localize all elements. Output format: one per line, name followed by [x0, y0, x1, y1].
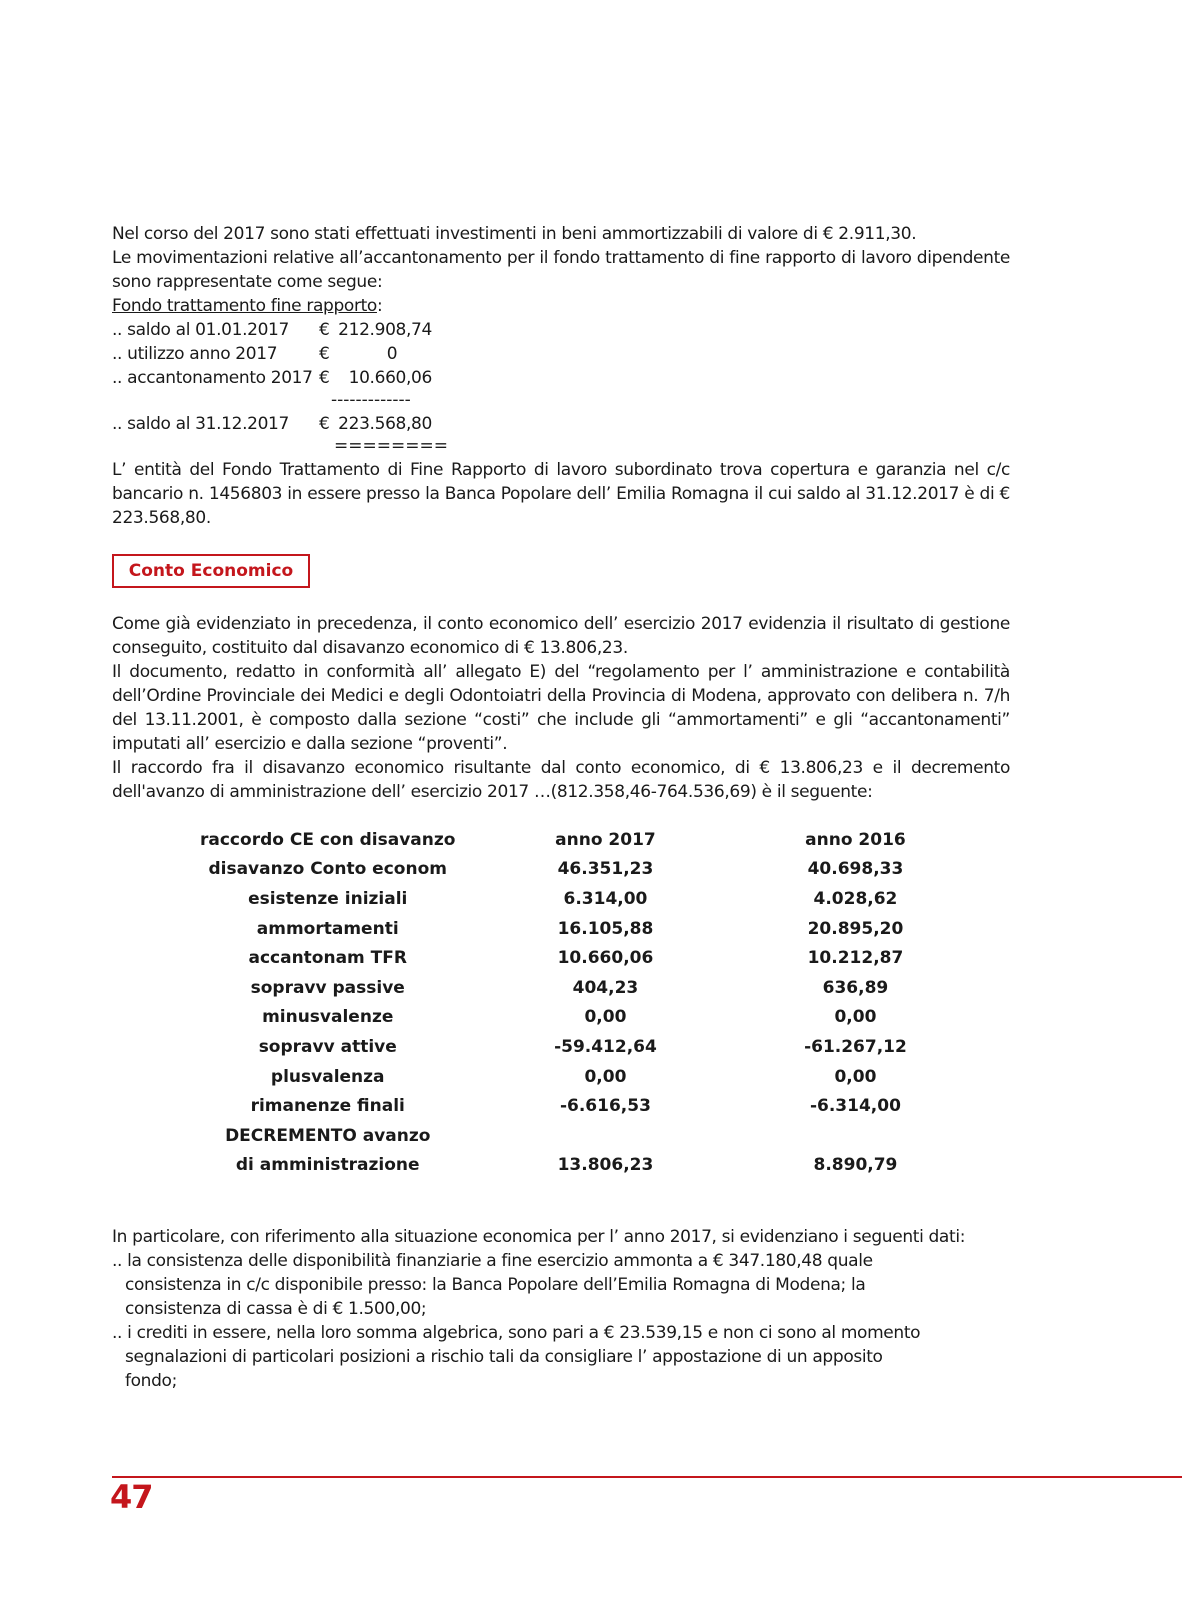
fund-total-label: .. saldo al 31.12.2017	[112, 414, 289, 434]
table-cell: -59.412,64	[554, 1036, 657, 1057]
table-cell: 8.890,79	[813, 1155, 898, 1176]
fund-double-separator	[112, 436, 1010, 458]
fund-total-currency: €	[319, 414, 330, 434]
table-cell: 404,23	[572, 977, 639, 998]
fund-double-separator-text: ========	[334, 436, 448, 456]
fund-row-label: .. utilizzo anno 2017	[112, 344, 278, 364]
section-title-box	[112, 554, 310, 588]
table-cell: -61.267,12	[804, 1036, 907, 1057]
table-cell: accantonam TFR	[248, 948, 407, 969]
table-cell: -6.314,00	[809, 1096, 901, 1117]
table-row	[200, 1151, 955, 1181]
fund-row-currency: €	[319, 320, 330, 340]
table-row	[200, 943, 955, 973]
table-row	[200, 914, 955, 944]
table-cell: 10.660,06	[557, 948, 654, 969]
table-cell: 40.698,33	[807, 859, 904, 880]
table-cell: 0,00	[584, 1066, 627, 1087]
table-cell: ammortamenti	[256, 918, 399, 939]
intro-investments: Nel corso del 2017 sono stati effettuati investimenti in beni ammortizzabili di valore di € 2.911,30.	[112, 224, 917, 244]
bottom-content	[112, 1225, 1010, 1393]
table-cell: 16.105,88	[557, 918, 654, 939]
reconciliation-table	[200, 825, 955, 1180]
table-row	[200, 1091, 955, 1121]
fund-row	[112, 318, 1010, 342]
fund-total-amount: 223.568,80	[338, 414, 432, 434]
intro-movements: Le movimentazioni relative all’accantonamento per il fondo trattamento di fine rapporto di lavoro dipendente sono rappresentate come segue:	[112, 248, 1010, 292]
table-cell: DECREMENTO avanzo	[225, 1125, 431, 1146]
table-row	[200, 1003, 955, 1033]
table-cell: sopravv attive	[258, 1036, 397, 1057]
bullet-item: .. i crediti in essere, nella loro somma algebrica, sono pari a € 23.539,15 e non ci sono al momento segnalazioni di particolari posizioni a rischio tali da consigliare l’ appostazione di un apposito fondo;	[112, 1323, 921, 1391]
table-cell: 10.212,87	[807, 948, 904, 969]
table-header-row	[200, 825, 955, 855]
table-cell: 4.028,62	[813, 888, 898, 909]
table-row	[200, 855, 955, 885]
table-cell: minusvalenze	[262, 1007, 394, 1028]
table-cell: 13.806,23	[557, 1155, 654, 1176]
fund-coverage-text: L’ entità del Fondo Trattamento di Fine Rapporto di lavoro subordinato trova copertura e garanzia nel c/c bancario n. 1456803 in essere presso la Banca Popolare dell’ Emilia Romagna il cui saldo al 31.12.2017 è di € 223.568,80.	[112, 460, 1010, 528]
bottom-intro: In particolare, con riferimento alla situazione economica per l’ anno 2017, si evidenziano i seguenti dati:	[112, 1227, 966, 1247]
table-cell: sopravv passive	[250, 977, 405, 998]
table-cell: 6.314,00	[563, 888, 648, 909]
fund-total-row	[112, 412, 1010, 436]
fund-separator-text: -------------	[331, 390, 411, 410]
economic-para-1: Come già evidenziato in precedenza, il conto economico dell’ esercizio 2017 evidenzia il risultato di gestione conseguito, costituito dal disavanzo economico di € 13.806,23.	[112, 614, 1010, 658]
table-row	[200, 1121, 955, 1151]
main-content	[112, 222, 1010, 804]
bullet-item: .. la consistenza delle disponibilità finanziarie a fine esercizio ammonta a € 347.180,48 quale consistenza in c/c disponibile presso: la Banca Popolare dell’Emilia Romagna di Modena; la consistenza di cassa è di € 1.500,00;	[112, 1251, 873, 1319]
table-header-cell: raccordo CE con disavanzo	[200, 829, 456, 850]
fund-row-amount: 0	[386, 344, 398, 364]
table-cell: 636,89	[822, 977, 889, 998]
fund-row-label: .. accantonamento 2017	[112, 368, 313, 388]
page-number: 47	[110, 1478, 153, 1516]
table-cell: 0,00	[834, 1007, 877, 1028]
table-cell: 46.351,23	[557, 859, 654, 880]
fund-row-currency: €	[319, 344, 330, 364]
table-row	[200, 1062, 955, 1092]
table-row	[200, 884, 955, 914]
table-cell	[755, 1121, 955, 1151]
table-cell: esistenze iniziali	[248, 888, 408, 909]
table-cell: -6.616,53	[559, 1096, 651, 1117]
table-cell: 0,00	[584, 1007, 627, 1028]
table-row	[200, 1032, 955, 1062]
fund-separator	[112, 390, 1010, 412]
fund-row-amount: 10.660,06	[348, 368, 432, 388]
table-cell: rimanenze finali	[250, 1096, 405, 1117]
fund-row-amount: 212.908,74	[338, 320, 432, 340]
table-cell	[455, 1121, 755, 1151]
fund-row	[112, 366, 1010, 390]
table-cell: plusvalenza	[270, 1066, 385, 1087]
economic-para-2: Il documento, redatto in conformità all’ allegato E) del “regolamento per l’ amministrazione e contabilità dell’Ordine Provinciale dei Medici e degli Odontoiatri della Provincia di Modena, approvato con delibera n. 7/h del 13.11.2001, è composto dalla sezione “costi” che include gli “ammortamenti” e gli “accantonamenti” imputati all’ esercizio e dalla sezione “proventi”.	[112, 662, 1010, 754]
fund-heading-line	[112, 294, 1010, 318]
table-header-cell: anno 2017	[555, 829, 656, 850]
table-cell: di amministrazione	[235, 1155, 420, 1176]
fund-heading: Fondo trattamento fine rapporto	[112, 296, 377, 316]
table-cell: disavanzo Conto econom	[208, 859, 447, 880]
fund-row	[112, 342, 1010, 366]
table-cell: 20.895,20	[807, 918, 904, 939]
fund-row-currency: €	[319, 368, 330, 388]
footer-rule	[112, 1476, 1182, 1478]
table-cell: 0,00	[834, 1066, 877, 1087]
fund-heading-colon: :	[376, 296, 383, 316]
fund-row-label: .. saldo al 01.01.2017	[112, 320, 289, 340]
section-title: Conto Economico	[128, 561, 294, 581]
economic-para-3: Il raccordo fra il disavanzo economico risultante dal conto economico, di € 13.806,23 e il decremento dell'avanzo di amministrazione dell’ esercizio 2017 …(812.358,46-764.536,69) è il seguente:	[112, 758, 1010, 802]
table-row	[200, 973, 955, 1003]
table-header-cell: anno 2016	[805, 829, 906, 850]
